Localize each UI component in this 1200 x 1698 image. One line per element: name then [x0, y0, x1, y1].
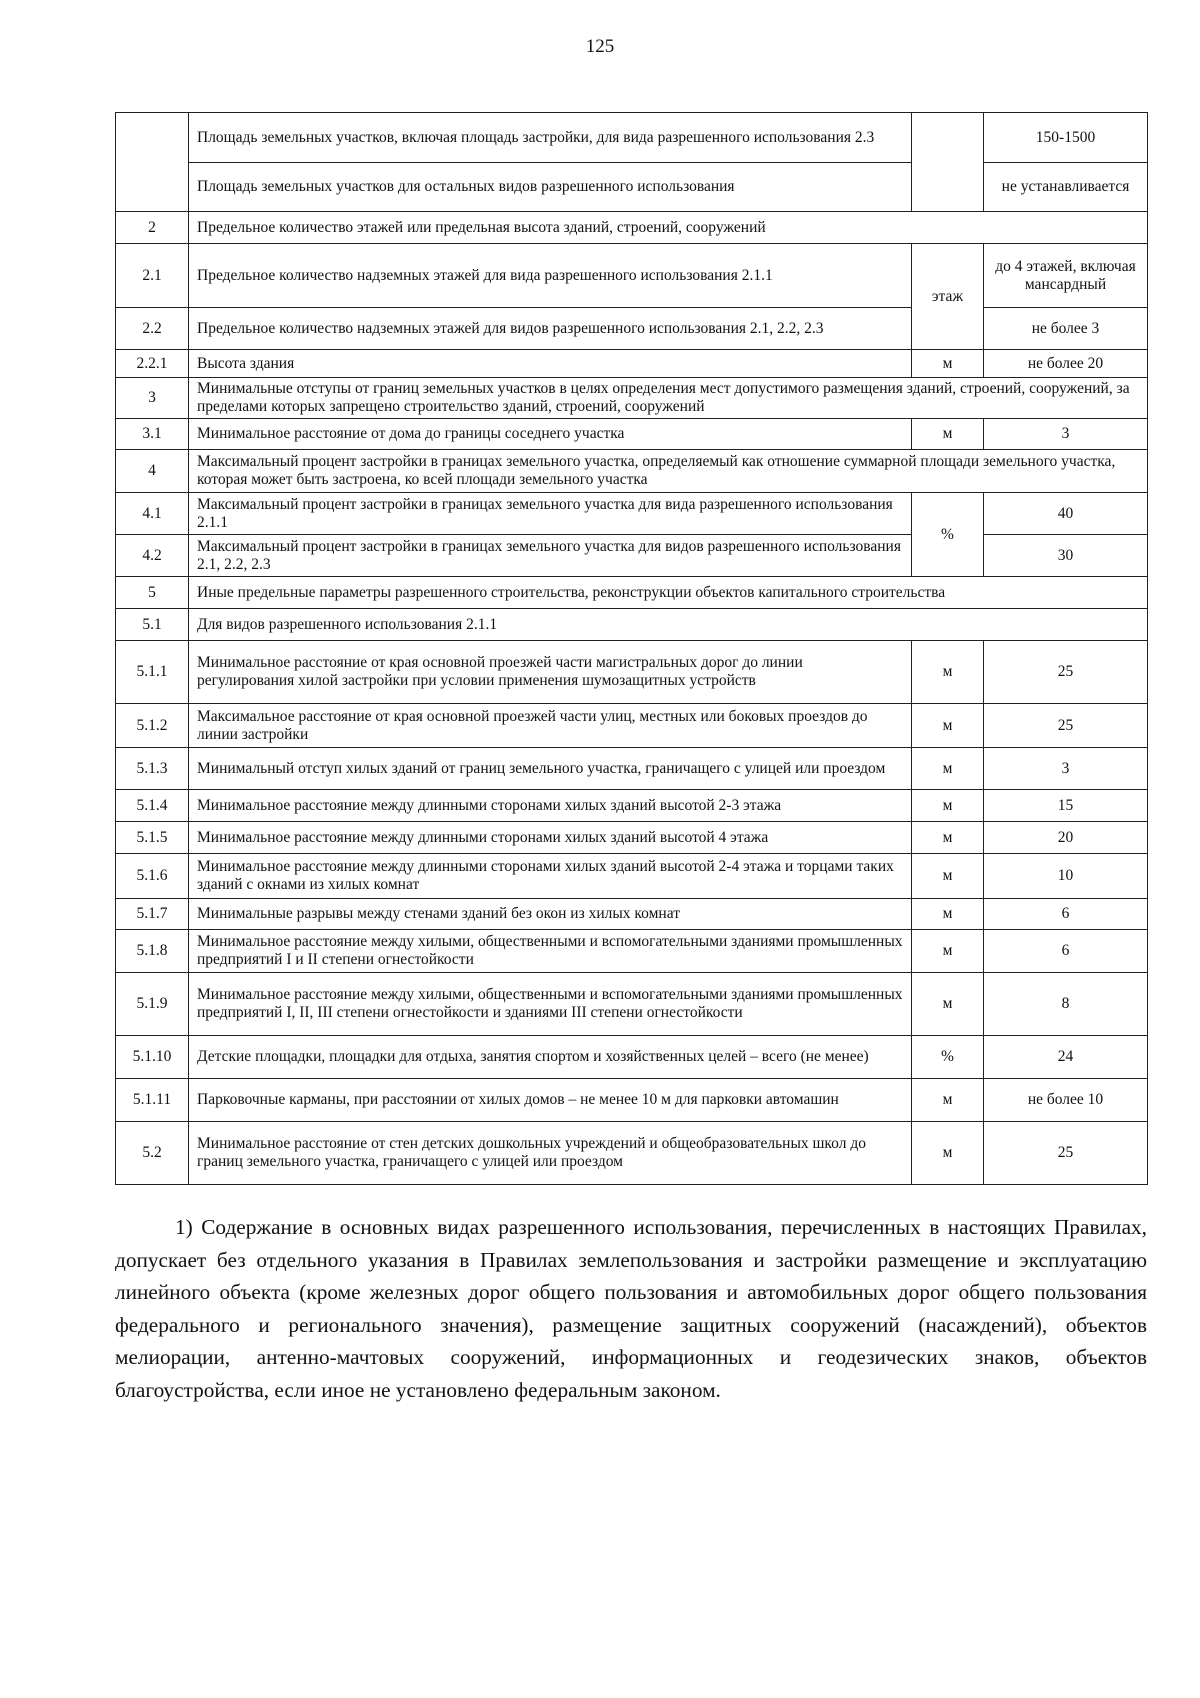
row-value: 8: [984, 973, 1148, 1036]
table-row: [116, 1036, 1148, 1079]
table-row: [116, 641, 1148, 704]
row-unit: м: [912, 350, 984, 378]
row-unit: м: [912, 1079, 984, 1122]
row-unit: м: [912, 704, 984, 748]
row-description: Для видов разрешенного использования 2.1.1: [189, 609, 1148, 641]
row-value: 6: [984, 899, 1148, 930]
row-unit: м: [912, 854, 984, 899]
row-number: 5.1.9: [116, 973, 189, 1036]
table-row: [116, 350, 1148, 378]
row-description: Предельное количество надземных этажей для видов разрешенного использования 2.1, 2.2, 2.3: [189, 308, 912, 350]
row-number: 3: [116, 378, 189, 419]
row-description: Иные предельные параметры разрешенного строительства, реконструкции объектов капитального строительства: [189, 577, 1148, 609]
row-description: Максимальный процент застройки в границах земельного участка для видов разрешенного использования 2.1, 2.2, 2.3: [189, 535, 912, 577]
row-number: 2: [116, 212, 189, 244]
row-description: Минимальные отступы от границ земельных участков в целях определения мест допустимого размещения зданий, строений, сооружений, за пределами которых запрещено строительство зданий, строений, сооружений: [189, 378, 1148, 419]
row-number: 5.1.10: [116, 1036, 189, 1079]
table-row: [116, 1079, 1148, 1122]
table-row: [116, 609, 1148, 641]
row-number: [116, 113, 189, 212]
row-number: 5.1: [116, 609, 189, 641]
row-value: не более 10: [984, 1079, 1148, 1122]
page-number: 125: [585, 36, 615, 57]
row-unit: м: [912, 748, 984, 790]
row-value: 10: [984, 854, 1148, 899]
row-unit: [912, 113, 984, 212]
row-description: Минимальное расстояние от края основной проезжей части магистральных дорог до линии регулирования хилой застройки при условии применения шумозащитных устройств: [189, 641, 912, 704]
row-number: 5.1.5: [116, 822, 189, 854]
row-unit: м: [912, 419, 984, 450]
row-description: Минимальное расстояние между хилыми, общественными и вспомогательными зданиями промышленных предприятий I, II, III степени огнестойкости и зданиями III степени огнестойкости: [189, 973, 912, 1036]
row-description: Максимальный процент застройки в границах земельного участка, определяемый как отношение суммарной площади земельного участка, которая может быть застроена, ко всей площади земельного участка: [189, 450, 1148, 493]
row-unit: м: [912, 973, 984, 1036]
row-number: 5.1.2: [116, 704, 189, 748]
row-value: не более 3: [984, 308, 1148, 350]
row-value: 3: [984, 419, 1148, 450]
table-row: [116, 748, 1148, 790]
row-number: 2.2: [116, 308, 189, 350]
row-description: Минимальное расстояние от стен детских дошкольных учреждений и общеобразовательных школ до границ земельного участка, граничащего с улицей или проездом: [189, 1122, 912, 1185]
table-row: [116, 1122, 1148, 1185]
row-unit: м: [912, 822, 984, 854]
row-description: Парковочные карманы, при расстоянии от хилых домов – не менее 10 м для парковки автомашин: [189, 1079, 912, 1122]
row-number: 5: [116, 577, 189, 609]
row-unit: м: [912, 899, 984, 930]
row-description: Минимальное расстояние от дома до границы соседнего участка: [189, 419, 912, 450]
row-description: Предельное количество этажей или предельная высота зданий, строений, сооружений: [189, 212, 1148, 244]
row-value: до 4 этажей, включая мансардный: [984, 244, 1148, 308]
row-description: Предельное количество надземных этажей для вида разрешенного использования 2.1.1: [189, 244, 912, 308]
table-row: [116, 493, 1148, 535]
row-description: Максимальное расстояние от края основной проезжей части улиц, местных или боковых проездов до линии застройки: [189, 704, 912, 748]
row-description: Детские площадки, площадки для отдыха, занятия спортом и хозяйственных целей – всего (не менее): [189, 1036, 912, 1079]
row-number: 5.2: [116, 1122, 189, 1185]
row-value: 24: [984, 1036, 1148, 1079]
row-description: Минимальные разрывы между стенами зданий без окон из хилых комнат: [189, 899, 912, 930]
row-description: Минимальное расстояние между хилыми, общественными и вспомогательными зданиями промышленных предприятий I и II степени огнестойкости: [189, 930, 912, 973]
table-row: [116, 163, 1148, 212]
table-row: [116, 419, 1148, 450]
row-value: 30: [984, 535, 1148, 577]
row-number: 4.1: [116, 493, 189, 535]
row-number: 4.2: [116, 535, 189, 577]
table-row: [116, 577, 1148, 609]
table-row: [116, 308, 1148, 350]
row-value: 25: [984, 1122, 1148, 1185]
table-row: [116, 899, 1148, 930]
row-number: 5.1.1: [116, 641, 189, 704]
row-description: Минимальный отступ хилых зданий от границ земельного участка, граничащего с улицей или проездом: [189, 748, 912, 790]
row-number: 3.1: [116, 419, 189, 450]
row-value: 20: [984, 822, 1148, 854]
row-value: 25: [984, 641, 1148, 704]
row-unit: м: [912, 1122, 984, 1185]
table-row: [116, 930, 1148, 973]
table-row: [116, 535, 1148, 577]
table-row: [116, 450, 1148, 493]
row-number: 5.1.11: [116, 1079, 189, 1122]
row-description: Максимальный процент застройки в границах земельного участка для вида разрешенного использования 2.1.1: [189, 493, 912, 535]
table-row: [116, 244, 1148, 308]
row-number: 5.1.4: [116, 790, 189, 822]
row-value: 3: [984, 748, 1148, 790]
row-value: не более 20: [984, 350, 1148, 378]
table-row: [116, 790, 1148, 822]
row-value: 6: [984, 930, 1148, 973]
row-unit: этаж: [912, 244, 984, 350]
row-number: 2.1: [116, 244, 189, 308]
row-unit: м: [912, 930, 984, 973]
row-description: Минимальное расстояние между длинными сторонами хилых зданий высотой 2-4 этажа и торцами таких зданий с окнами из хилых комнат: [189, 854, 912, 899]
row-unit: м: [912, 790, 984, 822]
row-number: 5.1.7: [116, 899, 189, 930]
row-description: Минимальное расстояние между длинными сторонами хилых зданий высотой 2-3 этажа: [189, 790, 912, 822]
row-number: 2.2.1: [116, 350, 189, 378]
parameters-table: [115, 112, 1148, 1185]
row-number: 5.1.6: [116, 854, 189, 899]
table-row: [116, 822, 1148, 854]
row-description: Высота здания: [189, 350, 912, 378]
row-unit: %: [912, 1036, 984, 1079]
row-unit: м: [912, 641, 984, 704]
table-row: [116, 378, 1148, 419]
table-row: [116, 854, 1148, 899]
row-description: Минимальное расстояние между длинными сторонами хилых зданий высотой 4 этажа: [189, 822, 912, 854]
row-number: 4: [116, 450, 189, 493]
row-unit: %: [912, 493, 984, 577]
table-row: [116, 113, 1148, 163]
row-description: Площадь земельных участков, включая площадь застройки, для вида разрешенного использования 2.3: [189, 113, 912, 163]
row-value: 25: [984, 704, 1148, 748]
row-number: 5.1.8: [116, 930, 189, 973]
row-description: Площадь земельных участков для остальных видов разрешенного использования: [189, 163, 912, 212]
row-value: 150-1500: [984, 113, 1148, 163]
table-row: [116, 212, 1148, 244]
footnote-paragraph: 1) Содержание в основных видах разрешенного использования, перечисленных в настоящих Правилах, допускает без отдельного указания в Правилах землепользования и застройки размещение и эксплуатацию линейного объекта (кроме железных дорог общего пользования и автомобильных дорог общего пользования федерального и регионального значения), размещение защитных сооружений (насаждений), объектов мелиорации, антенно-мачтовых сооружений, информационных и геодезических знаков, объектов благоустройства, если иное не установлено федеральным законом.: [115, 1215, 1147, 1402]
row-value: 40: [984, 493, 1148, 535]
row-value: 15: [984, 790, 1148, 822]
row-value: не устанавливается: [984, 163, 1148, 212]
table-row: [116, 973, 1148, 1036]
row-number: 5.1.3: [116, 748, 189, 790]
table-row: [116, 704, 1148, 748]
